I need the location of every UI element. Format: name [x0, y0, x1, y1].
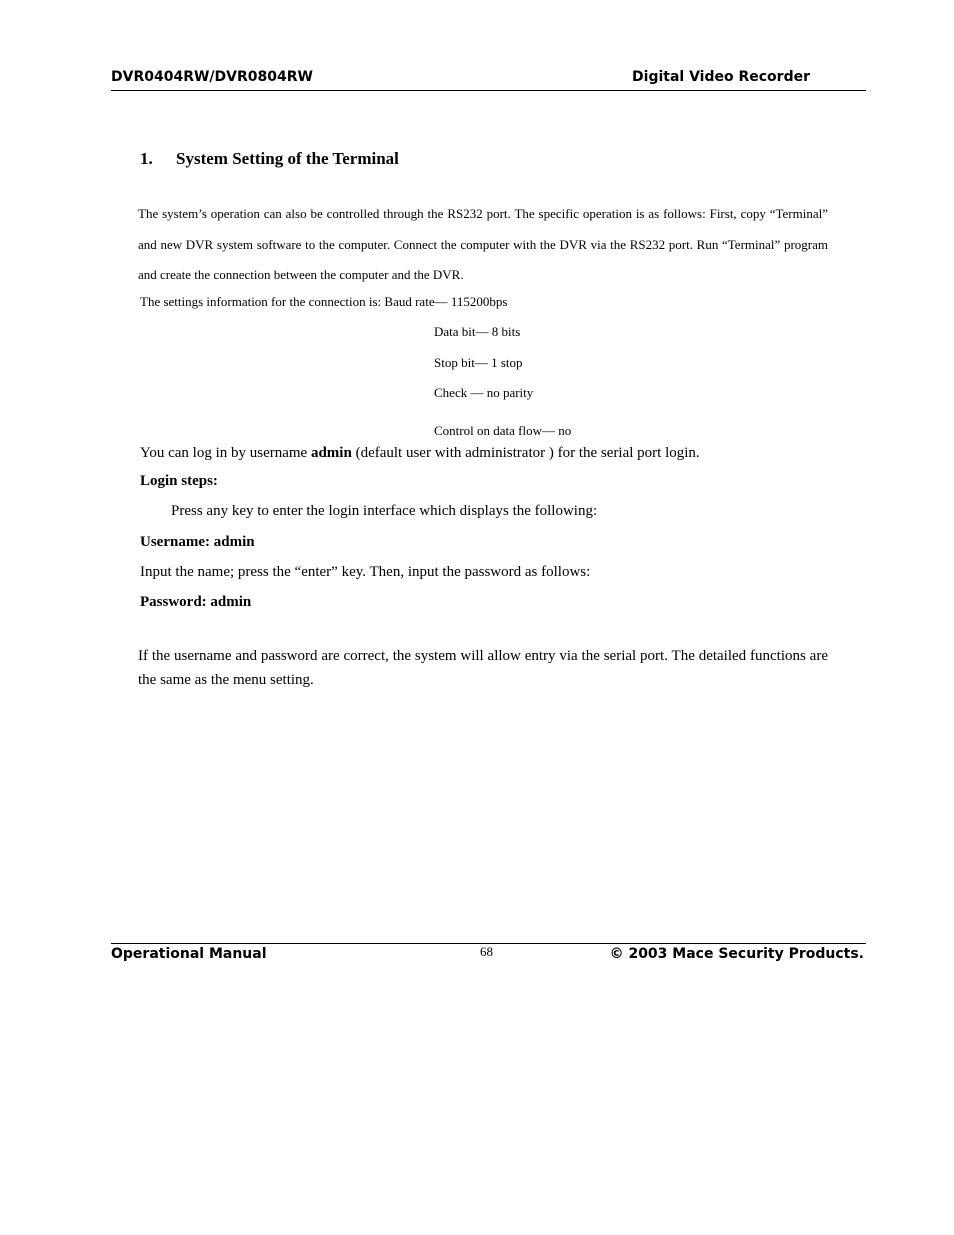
login-press: Press any key to enter the login interface which displays the following: [171, 503, 598, 519]
header-model: DVR0404RW/DVR0804RW [111, 69, 313, 85]
settings-data-bit: Data bit— 8 bits [434, 324, 521, 339]
login-intro-post: (default user with administrator ) for the serial port login. [351, 445, 700, 461]
login-input: Input the name; press the “enter” key. Then, input the password as follows: [140, 564, 591, 580]
footer-copyright: © 2003 Mace Security Products. [609, 946, 864, 962]
login-password: Password: admin [140, 594, 252, 610]
login-username: Username: admin [140, 534, 255, 550]
login-steps-label: Login steps: [140, 473, 218, 489]
login-intro-user: admin [310, 445, 352, 461]
intro-paragraph: The system’s operation can also be controlled through the RS232 port. The specific operation is as follows: First, copy “Terminal” and new DVR system software to the computer. Connect the computer with the DVR via the RS232 port. Run “Terminal” program and create the connection between the computer and the DVR. [138, 206, 828, 282]
header-product: Digital Video Recorder [632, 69, 810, 85]
login-intro-pre: You can log in by username [140, 445, 311, 461]
section-title: System Setting of the Terminal [176, 149, 399, 168]
footer-manual: Operational Manual [111, 946, 267, 962]
header-rule [111, 90, 866, 91]
settings-flow: Control on data flow— no [434, 423, 572, 438]
settings-check: Check — no parity [434, 385, 534, 400]
conclusion-paragraph: If the username and password are correct, the system will allow entry via the serial port. The detailed functions are the same as the menu setting. [138, 648, 828, 688]
section-number: 1. [140, 149, 153, 168]
login-intro [140, 445, 700, 462]
page-number: 68 [480, 944, 493, 959]
settings-lead: The settings information for the connection is: Baud rate— 115200bps [140, 294, 508, 309]
section-heading [140, 149, 399, 169]
settings-stop-bit: Stop bit— 1 stop [434, 355, 523, 370]
